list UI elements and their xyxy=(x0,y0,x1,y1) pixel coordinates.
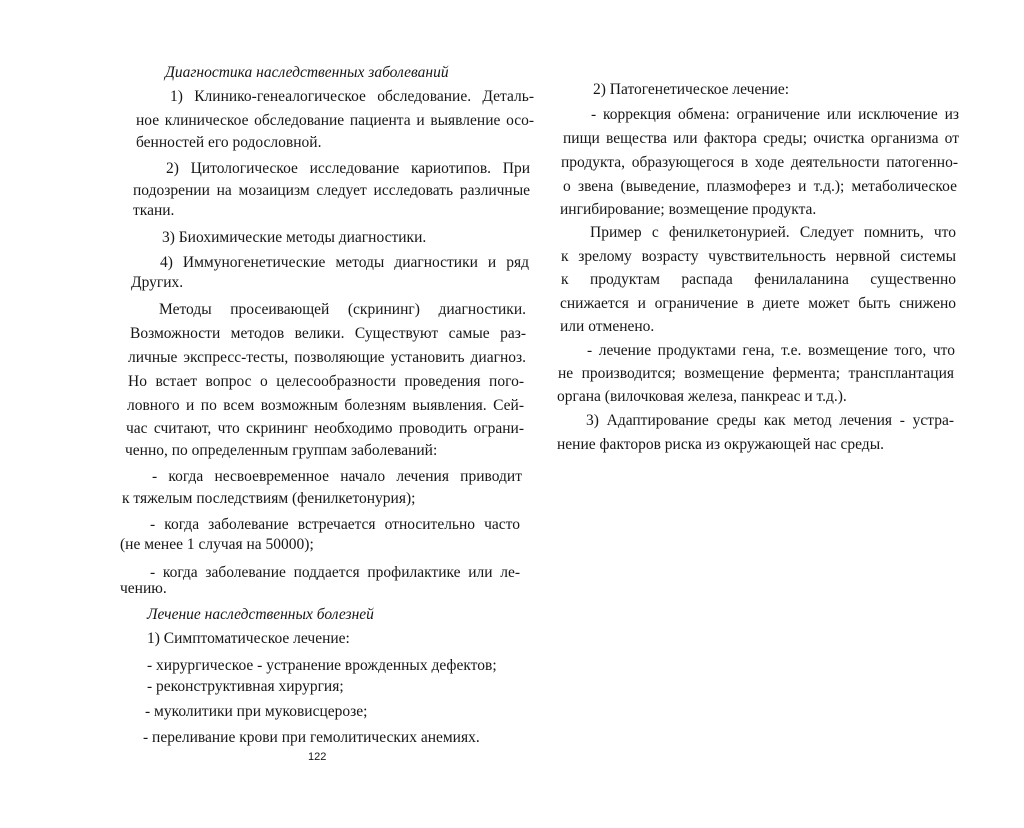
text-line: час считают, что скрининг необходимо проводить ограни- xyxy=(126,420,524,437)
text-line: - коррекция обмена: ограничение или исключение из xyxy=(591,106,959,123)
text-line: 2) Цитологическое исследование кариотипов. При xyxy=(166,160,530,177)
text-line: к тяжелым последствиям (фенилкетонурия); xyxy=(122,490,416,507)
text-line: Пример с фенилкетонурией. Следует помнить, что xyxy=(590,224,956,241)
text-line: нение факторов риска из окружающей нас среды. xyxy=(557,436,884,453)
text-line: 4) Иммуногенетические методы диагностики и ряд xyxy=(160,254,529,271)
text-line: - когда несвоевременное начало лечения приводит xyxy=(152,468,522,485)
text-line: Но встает вопрос о целесообразности проведения пого- xyxy=(128,373,524,390)
section-heading-diagnostics: Диагностика наследственных заболеваний xyxy=(165,64,449,81)
text-line: ное клиническое обследование пациента и выявление осо- xyxy=(136,112,534,129)
text-line: пищи вещества или фактора среды; очистка организма от xyxy=(563,130,959,147)
text-line: продукта, образующегося в ходе деятельности патогенно- xyxy=(561,154,958,171)
text-line: 2) Патогенетическое лечение: xyxy=(593,81,790,98)
text-line: или отменено. xyxy=(560,318,655,335)
text-line: 1) Клинико-генеалогическое обследование. Деталь- xyxy=(170,88,534,105)
text-line: подозрении на мозаицизм следует исследовать различные xyxy=(133,182,530,199)
text-line: о звена (выведение, плазмоферез и т.д.); метаболическое xyxy=(563,178,957,195)
text-line: 3) Адаптирование среды как метод лечения - устра- xyxy=(586,412,954,429)
text-line: чению. xyxy=(120,580,167,597)
text-line: - реконструктивная хирургия; xyxy=(147,678,344,695)
text-line: Других. xyxy=(131,274,184,291)
text-line: - муколитики при муковисцерозе; xyxy=(145,703,368,720)
text-line: не производится; возмещение фермента; трансплантация xyxy=(558,365,954,382)
text-line: ченно, по определенным группам заболеваний: xyxy=(125,442,438,459)
text-line: к продуктам распада фенилаланина существенно xyxy=(561,271,956,288)
text-line: к зрелому возрасту чувствительность нервной системы xyxy=(561,248,956,265)
text-line: ткани. xyxy=(133,202,175,219)
text-line: Возможности методов велики. Существуют самые раз- xyxy=(130,325,526,342)
text-line: ловного и по всем возможным болезням выявления. Сей- xyxy=(127,397,524,414)
text-line: снижается и ограничение в диете может быть снижено xyxy=(560,295,956,312)
text-line: (не менее 1 случая на 50000); xyxy=(120,536,314,553)
text-line: бенностей его родословной. xyxy=(136,134,322,151)
text-line: - когда заболевание встречается относительно часто xyxy=(150,516,520,533)
text-line: - лечение продуктами гена, т.е. возмещение того, что xyxy=(587,342,955,359)
text-line: органа (вилочковая железа, панкреас и т.д.). xyxy=(557,388,847,405)
page-number: 122 xyxy=(308,751,327,763)
text-line: ингибирование; возмещение продукта. xyxy=(560,201,817,218)
text-line: - переливание крови при гемолитических анемиях. xyxy=(143,729,480,746)
section-heading-treatment: Лечение наследственных болезней xyxy=(147,606,374,623)
text-line: Методы просеивающей (скрининг) диагностики. xyxy=(159,301,526,318)
text-line: - когда заболевание поддается профилактике или ле- xyxy=(150,564,520,581)
text-line: 1) Симптоматическое лечение: xyxy=(147,630,350,647)
text-line: - хирургическое - устранение врожденных дефектов; xyxy=(147,657,497,674)
text-line: 3) Биохимические методы диагностики. xyxy=(162,229,427,246)
text-line: личные экспресс-тесты, позволяющие установить диагноз. xyxy=(128,349,526,366)
